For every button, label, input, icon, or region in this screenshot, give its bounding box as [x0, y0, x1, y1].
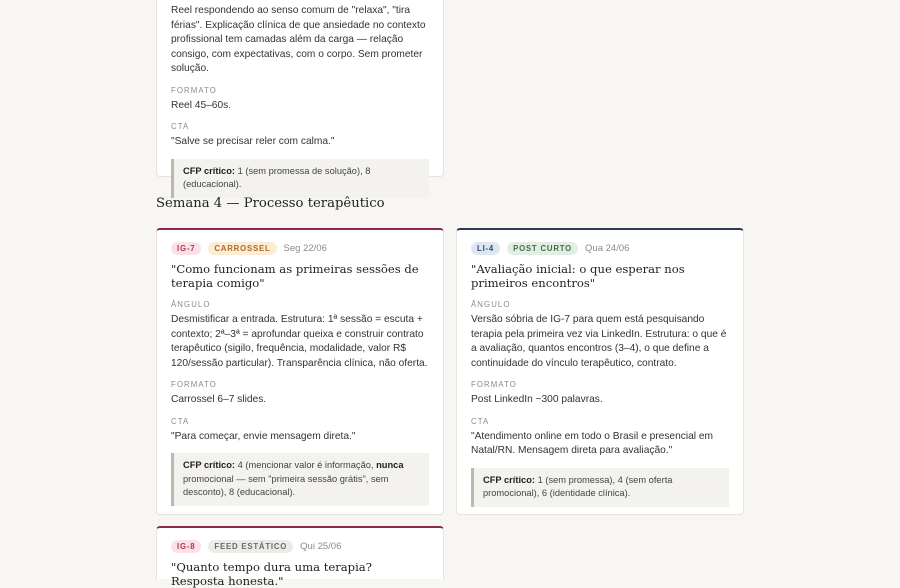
cfp-text-b: promocional — sem "primeira sessão grátis", sem desconto), 8 (educacional).	[183, 473, 389, 497]
cta-label: CTA	[171, 122, 190, 131]
format-label: FORMATO	[471, 380, 517, 389]
cta-label: CTA	[171, 416, 190, 426]
format-text: Post LinkedIn ~300 palavras.	[471, 394, 603, 405]
post-date: Qui 25/06	[300, 541, 342, 552]
content-card-ig7[interactable]	[156, 228, 444, 515]
post-date: Seg 22/06	[283, 243, 327, 254]
cfp-note	[171, 453, 429, 506]
cfp-label: CFP crítico:	[483, 474, 536, 485]
cfp-label: CFP crítico:	[183, 165, 236, 176]
angle-label: ÂNGULO	[171, 300, 211, 309]
cfp-bold: nunca	[376, 460, 404, 470]
code-badge: IG-7	[171, 242, 201, 255]
content-card-ig8[interactable]	[156, 526, 444, 588]
cfp-text: 1 (sem promessa), 4 (sem oferta promocional), 6 (identidade clínica).	[483, 474, 673, 498]
cfp-text-a: 4 (mencionar valor é informação,	[237, 460, 374, 470]
angle-text: Reel respondendo ao senso comum de "relaxa", "tira férias". Explicação clínica de que ansiedade no contexto profissional tem camadas além da carga — relação consigo, com expectativas, com o corpo. Sem prometer solução.	[171, 5, 426, 74]
content-card-li4[interactable]	[456, 228, 744, 515]
cta-text: "Para começar, envie mensagem direta."	[171, 430, 356, 442]
card-meta	[471, 242, 729, 255]
code-badge: IG-8	[171, 540, 201, 553]
content-card-prev	[156, 0, 444, 189]
format-text: Carrossel 6–7 slides.	[171, 394, 267, 405]
format-label: FORMATO	[171, 380, 217, 389]
cta-text: "Salve se precisar reler com calma."	[171, 136, 335, 147]
cfp-note	[471, 468, 729, 507]
week-heading: Semana 4 — Processo terapêutico	[156, 196, 385, 211]
post-date: Qua 24/06	[585, 243, 630, 254]
cta-text: "Atendimento online em todo o Brasil e presencial em Natal/RN. Mensagem direta para avaliação."	[471, 430, 714, 456]
angle-label: ÂNGULO	[471, 300, 511, 309]
type-badge: CARROSSEL	[208, 242, 276, 255]
angle-text: Desmistificar a entrada. Estrutura: 1ª sessão = escuta + contexto; 2ª–3ª = aprofundar queixa e construir contrato terapêutico (sigilo, frequência, modalidade, valor R$ 120/sessão particular). Transparência clínica, não oferta.	[171, 314, 428, 369]
card-meta	[171, 540, 429, 553]
format-label: FORMATO	[171, 85, 217, 95]
format-text: Reel 45–60s.	[171, 99, 232, 111]
card-title: "Como funcionam as primeiras sessões de terapia comigo"	[171, 262, 419, 290]
cfp-label: CFP crítico:	[183, 460, 236, 470]
card-title: "Quanto tempo dura uma terapia? Resposta honesta."	[171, 560, 372, 588]
angle-text: Versão sóbria de IG-7 para quem está pesquisando terapia pela primeira vez via LinkedIn. Estrutura: o que é a avaliação, quantos encontros (3–4), o que define a continuidade do vínculo terapêutico, contrato.	[471, 314, 727, 369]
cta-label: CTA	[471, 416, 490, 426]
type-badge: FEED ESTÁTICO	[208, 540, 293, 553]
card-title: "Avaliação inicial: o que esperar nos primeiros encontros"	[471, 262, 685, 290]
type-badge: POST CURTO	[507, 242, 578, 255]
cfp-text: 1 (sem promessa de solução), 8 (educacional).	[183, 165, 371, 189]
cfp-note	[171, 159, 429, 198]
card-meta	[171, 242, 429, 255]
code-badge: LI-4	[471, 242, 500, 255]
